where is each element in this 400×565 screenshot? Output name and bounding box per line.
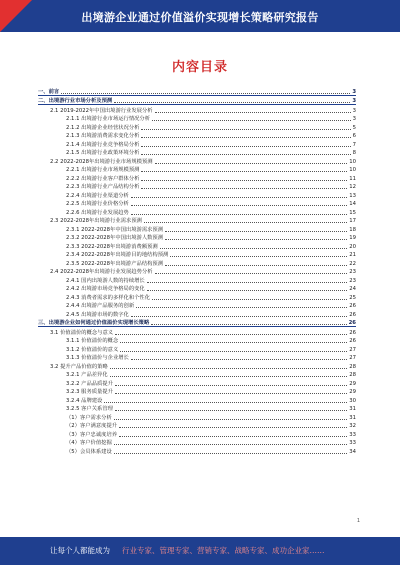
toc-leader-dots	[155, 112, 351, 113]
toc-entry[interactable]	[38, 404, 356, 413]
toc-entry[interactable]	[38, 318, 356, 328]
toc-entry-page: 18	[349, 226, 356, 233]
toc-leader-dots	[141, 137, 350, 138]
toc-entry-label: 2.2.3 出境游行业产品结构分析	[66, 184, 140, 190]
toc-entry-label: （5）会员体系建设	[66, 448, 112, 455]
toc-entry[interactable]	[38, 344, 356, 353]
toc-leader-dots	[114, 444, 348, 445]
toc-leader-dots	[136, 307, 347, 308]
toc-leader-dots	[104, 402, 347, 403]
toc-entry-label: 2.2.2 出境游行业客户群体分析	[66, 175, 140, 182]
toc-entry[interactable]	[38, 139, 356, 148]
toc-entry[interactable]	[38, 446, 356, 455]
toc-entry-label: 2.2.4 出境游行业渠道分析	[66, 192, 129, 199]
toc-leader-dots	[131, 214, 347, 215]
toc-leader-dots	[141, 146, 350, 147]
toc-entry-label: 2.3.4 2022-2028年出境游目的地结构预测	[66, 252, 169, 258]
toc-entry-label: 2.1.5 出境游行业政策环境分析	[66, 150, 140, 156]
toc-entry-page: 3	[352, 98, 356, 104]
toc-leader-dots	[120, 342, 347, 343]
toc-leader-dots	[141, 180, 347, 181]
toc-leader-dots	[160, 248, 348, 249]
toc-entry-label: 2.2.5 出境游行业价格分析	[66, 201, 129, 207]
toc-entry-page: 27	[349, 355, 356, 361]
toc-entry-page: 15	[349, 209, 356, 216]
toc-entry-label: 2.4.2 出境游市场竞争格局的变化	[66, 286, 145, 292]
toc-entry[interactable]	[38, 361, 356, 370]
toc-leader-dots	[110, 368, 347, 369]
toc-leader-dots	[114, 102, 350, 103]
toc-entry-page: 34	[349, 448, 356, 455]
toc-entry[interactable]	[38, 182, 356, 191]
toc-entry-page: 11	[349, 175, 356, 182]
toc-entry-label: （4）客户价值挖掘	[66, 440, 112, 446]
toc-leader-dots	[144, 222, 347, 223]
toc-leader-dots	[115, 334, 347, 335]
toc-entry[interactable]	[38, 216, 356, 225]
toc-leader-dots	[152, 299, 347, 300]
toc-entry-page: 33	[349, 440, 356, 446]
toc-entry[interactable]	[38, 438, 356, 447]
toc-entry-page: 12	[349, 184, 356, 190]
toc-leader-dots	[141, 154, 350, 155]
toc-entry[interactable]	[38, 114, 356, 123]
toc-leader-dots	[141, 188, 347, 189]
toc-leader-dots	[165, 239, 347, 240]
toc-entry[interactable]	[38, 122, 356, 131]
footer-slogan: 让每个人都能成为	[50, 546, 110, 555]
toc-entry-label: 3.1 价值溢价的概念与意义	[50, 329, 114, 336]
toc-leader-dots	[114, 419, 348, 420]
toc-entry[interactable]	[38, 412, 356, 421]
toc-entry-page: 3	[352, 107, 356, 114]
toc-entry-label: 2.1.4 出境游行业竞争格局分析	[66, 141, 140, 148]
toc-entry[interactable]	[38, 233, 356, 242]
toc-entry-label: 3.1.3 价值溢价与企业增长	[66, 355, 129, 361]
toc-entry-page: 26	[349, 338, 356, 344]
toc-entry-label: 3.1.1 价值溢价的概念	[66, 338, 119, 344]
toc-entry[interactable]	[38, 96, 356, 106]
toc-entry[interactable]	[38, 156, 356, 165]
toc-leader-dots	[165, 231, 347, 232]
toc-entry-page: 17	[349, 218, 356, 224]
toc-leader-dots	[115, 410, 347, 411]
toc-entry-page: 14	[349, 201, 356, 207]
page-header	[0, 0, 400, 32]
toc-entry[interactable]	[38, 292, 356, 301]
toc-entry-page: 25	[349, 294, 356, 301]
toc-entry-label: 2.3 2022-2028年出境游行业需求预测	[50, 218, 142, 224]
toc-entry-label: 3.2 提升产品价值的策略	[50, 363, 108, 370]
toc-entry-page: 26	[349, 303, 356, 309]
toc-leader-dots	[131, 205, 347, 206]
toc-entry-label: 3.2.3 服务质量提升	[66, 389, 113, 395]
toc-entry[interactable]	[38, 86, 356, 96]
toc-leader-dots	[147, 282, 348, 283]
toc-entry-page: 10	[349, 158, 356, 165]
toc-entry-label: 3.2.5 客户关系管理	[66, 406, 113, 412]
toc-entry[interactable]	[38, 353, 356, 362]
toc-entry-label: 2.1 2019-2022年中国出境游行业发展分析	[50, 107, 153, 114]
toc-entry-page: 21	[349, 252, 356, 258]
page-number: 1	[356, 518, 360, 524]
toc-leader-dots	[155, 163, 348, 164]
toc-entry-page: 28	[349, 363, 356, 370]
toc-leader-dots	[165, 265, 347, 266]
toc-entry-label: 2.1.2 出境游企业经营状况分析	[66, 124, 140, 131]
toc-entry-page: 26	[349, 311, 356, 318]
toc-entry-page: 24	[349, 286, 356, 292]
toc-leader-dots	[131, 359, 347, 360]
toc-entry[interactable]	[38, 275, 356, 284]
toc-entry-label: 二、出境游行业市场分析及预测	[38, 98, 113, 104]
toc-entry[interactable]	[38, 429, 356, 438]
toc-entry[interactable]	[38, 301, 356, 310]
toc-entry[interactable]	[38, 250, 356, 259]
toc-leader-dots	[131, 197, 347, 198]
toc-entry[interactable]	[38, 224, 356, 233]
toc-entry-label: 2.2.6 出境游行业发展趋势	[66, 209, 129, 216]
toc-entry-label: 2.2 2022-2028年出境游行业市场规模预测	[50, 158, 153, 165]
toc-entry-label: 2.1.3 出境游消费需求变化分析	[66, 133, 140, 139]
toc-leader-dots	[141, 129, 350, 130]
toc-entry-page: 33	[349, 431, 356, 438]
toc-entry-page: 30	[349, 397, 356, 404]
toc-entry-page: 6	[352, 133, 356, 139]
toc-entry-label: 2.4.3 消费者需求的多样化和个性化	[66, 294, 151, 301]
toc-entry-page: 29	[349, 380, 356, 387]
toc-leader-dots	[155, 273, 348, 274]
toc-entry-label: 2.3.5 2022-2028年出境游产品结构预测	[66, 260, 164, 267]
toc-entry[interactable]	[38, 421, 356, 430]
toc-leader-dots	[115, 393, 347, 394]
toc-entry-label: 3.2.1 产品差异化	[66, 372, 108, 378]
toc-entry[interactable]	[38, 336, 356, 345]
toc-entry-page: 22	[349, 260, 356, 267]
toc-entry-label: 3.1.2 价值溢价的意义	[66, 346, 119, 353]
toc-entry-page: 31	[349, 406, 356, 412]
toc-entry-page: 19	[349, 235, 356, 241]
toc-entry[interactable]	[38, 207, 356, 216]
toc-entry[interactable]	[38, 327, 356, 336]
toc-entry-label: 2.3.3 2022-2028年出境游消费额预测	[66, 243, 158, 250]
toc-entry[interactable]	[38, 173, 356, 182]
toc-entry-page: 27	[349, 346, 356, 353]
toc-entry-label: 2.1.1 出境游行业市场运行情况分析	[66, 116, 151, 122]
table-of-contents	[38, 86, 356, 455]
toc-entry-label: 2.3.2 2022-2028年中国出境游人数预测	[66, 235, 164, 241]
toc-entry-page: 28	[349, 372, 356, 378]
toc-entry[interactable]	[38, 378, 356, 387]
toc-entry-label: （3）客户忠诚度培养	[66, 431, 118, 438]
toc-entry-label: 2.3.1 2022-2028年中国出境游需求预测	[66, 226, 164, 233]
toc-leader-dots	[110, 376, 348, 377]
toc-leader-dots	[170, 256, 347, 257]
toc-entry[interactable]	[38, 241, 356, 250]
toc-entry-page: 20	[349, 243, 356, 250]
toc-entry-label: （2）客户满意度提升	[66, 423, 118, 429]
toc-leader-dots	[131, 316, 347, 317]
toc-entry-label: 2.2.1 出境游行业市场规模预测	[66, 167, 140, 173]
toc-leader-dots	[61, 93, 350, 94]
toc-entry[interactable]	[38, 395, 356, 404]
toc-entry[interactable]	[38, 309, 356, 318]
toc-entry-label: （1）客户需求分析	[66, 414, 112, 421]
toc-leader-dots	[151, 324, 346, 325]
toc-leader-dots	[114, 453, 348, 454]
toc-leader-dots	[147, 290, 348, 291]
toc-entry[interactable]	[38, 258, 356, 267]
toc-entry-page: 3	[352, 116, 356, 122]
toc-leader-dots	[119, 427, 347, 428]
toc-entry-label: 2.4.4 出境游产品服务的创新	[66, 303, 135, 309]
toc-entry[interactable]	[38, 284, 356, 293]
toc-entry[interactable]	[38, 148, 356, 157]
toc-entry-page: 3	[352, 88, 356, 95]
toc-leader-dots	[141, 171, 347, 172]
toc-entry[interactable]	[38, 387, 356, 396]
toc-entry-page: 13	[349, 192, 356, 199]
page-footer	[0, 537, 400, 565]
toc-entry[interactable]	[38, 267, 356, 276]
toc-entry-label: 三、出境游企业如何通过价值溢价实现增长策略	[38, 320, 150, 326]
toc-entry-page: 32	[349, 423, 356, 429]
toc-entry[interactable]	[38, 190, 356, 199]
toc-entry-page: 8	[352, 150, 356, 156]
toc-entry-label: 3.2.4 品牌建设	[66, 397, 103, 404]
toc-entry-label: 2.4.5 出境游市场的数字化	[66, 311, 129, 318]
toc-entry-page: 7	[352, 141, 356, 148]
toc-entry-page: 23	[349, 277, 356, 284]
toc-entry-page: 10	[349, 167, 356, 173]
toc-entry-page: 23	[349, 269, 356, 275]
toc-entry[interactable]	[38, 131, 356, 140]
toc-entry[interactable]	[38, 370, 356, 379]
toc-entry-page: 31	[349, 414, 356, 421]
toc-entry-page: 26	[349, 329, 356, 336]
toc-entry-page: 5	[352, 124, 356, 131]
toc-leader-dots	[119, 436, 347, 437]
toc-entry[interactable]	[38, 199, 356, 208]
toc-entry[interactable]	[38, 165, 356, 174]
footer-tagline: 行业专家、管理专家、营销专家、战略专家、成功企业家……	[122, 546, 325, 555]
toc-entry[interactable]	[38, 105, 356, 114]
toc-entry-page: 29	[349, 389, 356, 395]
toc-entry-page: 26	[348, 320, 356, 326]
toc-leader-dots	[152, 120, 351, 121]
toc-leader-dots	[120, 351, 347, 352]
toc-heading: 内容目录	[171, 60, 228, 75]
toc-entry-label: 2.4.1 国内出境游人数的持续增长	[66, 277, 145, 284]
toc-entry-label: 一、前言	[38, 88, 60, 95]
toc-entry-label: 3.2.2 产品品质提升	[66, 380, 113, 387]
toc-leader-dots	[115, 385, 347, 386]
report-title: 出境游企业通过价值溢价实现增长策略研究报告	[81, 11, 319, 24]
toc-entry-label: 2.4 2022-2028年出境游行业发展趋势分析	[50, 269, 153, 275]
